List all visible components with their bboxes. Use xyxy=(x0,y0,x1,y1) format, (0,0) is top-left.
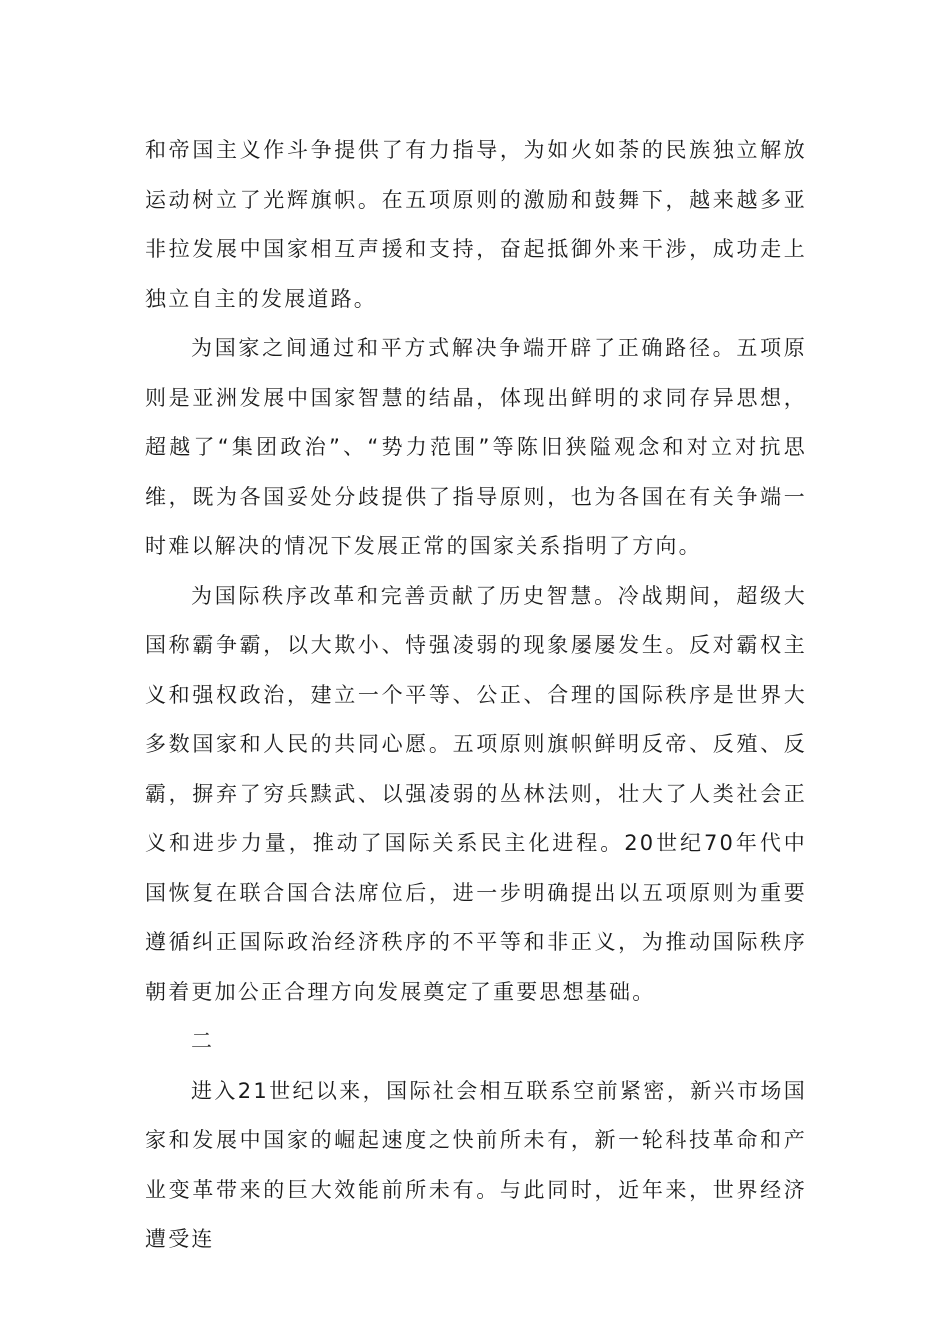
paragraph-international-order: 为国际秩序改革和完善贡献了历史智慧。冷战期间，超级大国称霸争霸，以大欺小、恃强凌弱的现象屡屡发生。反对霸权主义和强权政治，建立一个平等、公正、合理的国际秩序是世界大多数国家和人民的共同心愿。五项原则旗帜鲜明反帝、反殖、反霸，摒弃了穷兵黩武、以强凌弱的丛林法则，壮大了人类社会正义和进步力量，推动了国际关系民主化进程。20世纪70年代中国恢复在联合国合法席位后，进一步明确提出以五项原则为重要遵循纠正国际政治经济秩序的不平等和非正义，为推动国际秩序朝着更加公正合理方向发展奠定了重要思想基础。 xyxy=(145,583,807,1004)
paragraph-continuation: 和帝国主义作斗争提供了有力指导，为如火如荼的民族独立解放运动树立了光辉旗帜。在五项原则的激励和鼓舞下，越来越多亚非拉发展中国家相互声援和支持，奋起抵御外来干涉，成功走上独立自主的发展道路。 xyxy=(145,138,807,311)
section-heading: 二 xyxy=(191,1029,215,1053)
paragraph-peaceful-disputes: 为国家之间通过和平方式解决争端开辟了正确路径。五项原则是亚洲发展中国家智慧的结晶，体现出鲜明的求同存异思想，超越了“集团政治”、“势力范围”等陈旧狭隘观念和对立对抗思维，既为各国妥处分歧提供了指导原则，也为各国在有关争端一时难以解决的情况下发展正常的国家关系指明了方向。 xyxy=(145,336,807,558)
document-body xyxy=(145,126,807,1265)
paragraph-21st-century: 进入21世纪以来，国际社会相互联系空前紧密，新兴市场国家和发展中国家的崛起速度之快前所未有，新一轮科技革命和产业变革带来的巨大效能前所未有。与此同时，近年来，世界经济遭受连 xyxy=(145,1078,807,1251)
